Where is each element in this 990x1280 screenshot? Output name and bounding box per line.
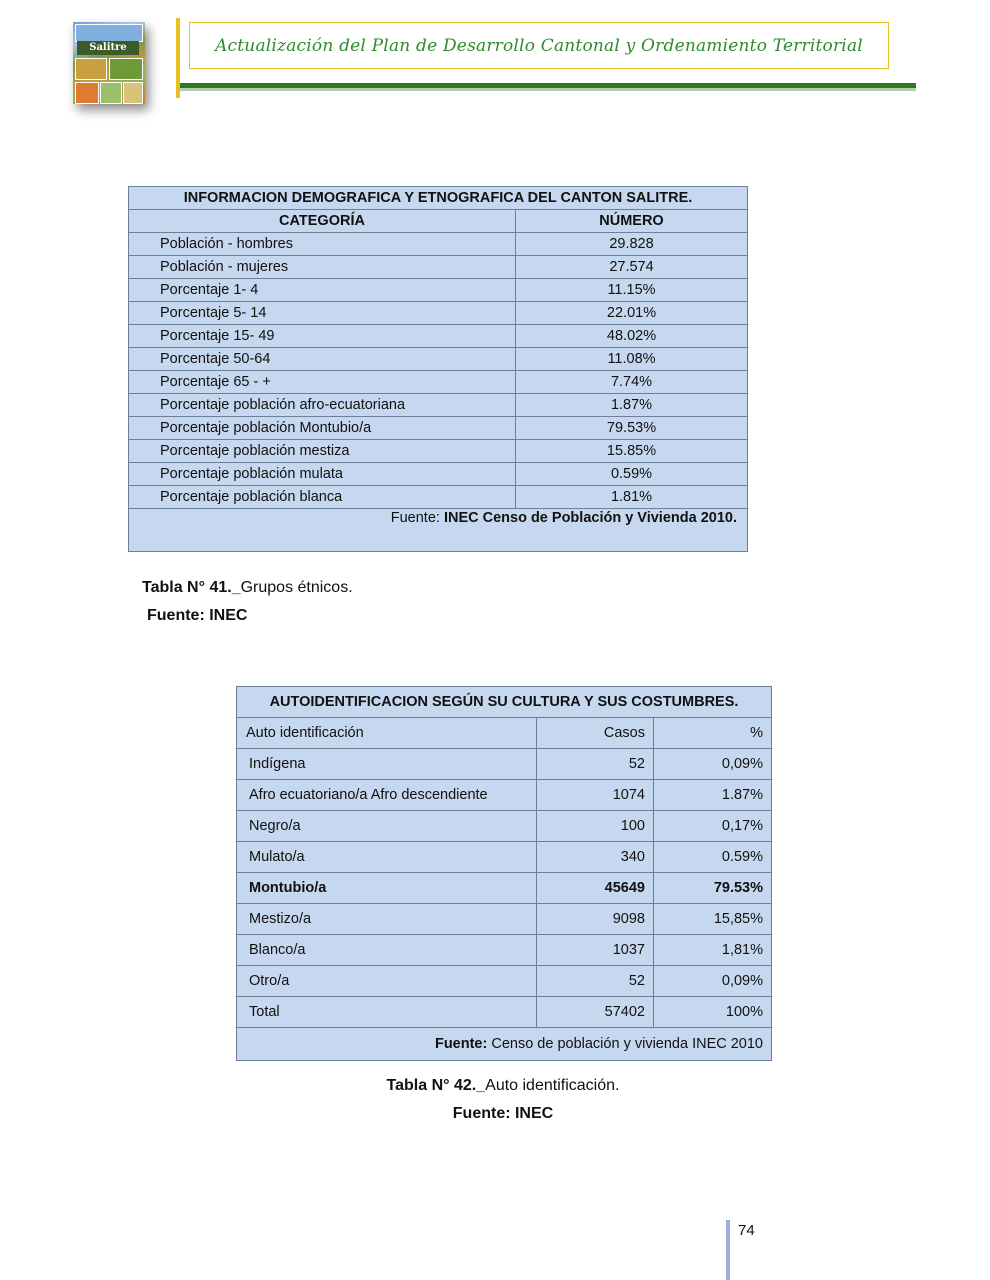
page-number: 74 — [738, 1222, 755, 1239]
table-row — [129, 394, 748, 417]
table-title: INFORMACION DEMOGRAFICA Y ETNOGRAFICA DEL CANTON SALITRE. — [129, 187, 748, 210]
row-category: Porcentaje 65 - + — [129, 371, 516, 394]
table-row — [237, 873, 772, 904]
logo-photo-tile — [75, 58, 107, 80]
row-value: 1.81% — [516, 486, 748, 509]
logo-photo-tile — [123, 82, 143, 104]
header-title: Actualización del Plan de Desarrollo Cantonal y Ordenamiento Territorial — [189, 22, 889, 69]
column-header-number: NÚMERO — [516, 210, 748, 233]
caption-source: Fuente: INEC — [147, 607, 248, 624]
row-percent: 100% — [654, 997, 772, 1028]
row-cases: 1037 — [537, 935, 654, 966]
row-cases: 45649 — [537, 873, 654, 904]
row-cases: 100 — [537, 811, 654, 842]
row-percent: 0,09% — [654, 749, 772, 780]
row-category: Población - hombres — [129, 233, 516, 256]
row-value: 22.01% — [516, 302, 748, 325]
column-header-identification: Auto identificación — [237, 718, 537, 749]
table-row — [129, 486, 748, 509]
row-percent: 0,09% — [654, 966, 772, 997]
caption-text: Grupos étnicos. — [240, 579, 353, 596]
row-identification: Afro ecuatoriano/a Afro descendiente — [237, 780, 537, 811]
logo-label: Salitre — [77, 41, 139, 55]
caption-source: Fuente: INEC — [452, 1105, 554, 1122]
row-identification: Otro/a — [237, 966, 537, 997]
logo-photo-tile — [75, 82, 99, 104]
row-identification: Negro/a — [237, 811, 537, 842]
row-category: Porcentaje población Montubio/a — [129, 417, 516, 440]
table-row — [129, 325, 748, 348]
table-row — [237, 811, 772, 842]
row-cases: 52 — [537, 966, 654, 997]
table-row — [237, 966, 772, 997]
table-row — [237, 935, 772, 966]
row-value: 0.59% — [516, 463, 748, 486]
page-number-bar — [726, 1220, 730, 1280]
row-category: Porcentaje 5- 14 — [129, 302, 516, 325]
table-caption — [0, 1077, 990, 1095]
row-value: 27.574 — [516, 256, 748, 279]
logo-photo-tile — [100, 82, 122, 104]
row-cases: 52 — [537, 749, 654, 780]
row-category: Porcentaje población mulata — [129, 463, 516, 486]
column-header-category: CATEGORÍA — [129, 210, 516, 233]
table-row — [129, 463, 748, 486]
salitre-logo — [73, 22, 145, 104]
logo-photo-tile — [109, 58, 143, 80]
table-row — [237, 997, 772, 1028]
self-identification-table — [236, 686, 772, 1061]
table-row — [237, 842, 772, 873]
demographic-table — [128, 186, 748, 552]
table-row — [237, 904, 772, 935]
table-row — [129, 371, 748, 394]
row-percent: 79.53% — [654, 873, 772, 904]
row-category: Porcentaje 50-64 — [129, 348, 516, 371]
row-percent: 1,81% — [654, 935, 772, 966]
row-value: 48.02% — [516, 325, 748, 348]
row-identification: Mestizo/a — [237, 904, 537, 935]
row-identification: Blanco/a — [237, 935, 537, 966]
row-percent: 1.87% — [654, 780, 772, 811]
row-cases: 57402 — [537, 997, 654, 1028]
row-cases: 1074 — [537, 780, 654, 811]
source-bold: Fuente: — [434, 1036, 488, 1052]
logo-photo-tile — [75, 24, 143, 42]
row-identification: Montubio/a — [237, 873, 537, 904]
table-row — [129, 302, 748, 325]
row-value: 15.85% — [516, 440, 748, 463]
table-row — [129, 256, 748, 279]
row-value: 1.87% — [516, 394, 748, 417]
table-row — [129, 440, 748, 463]
row-category: Porcentaje 1- 4 — [129, 279, 516, 302]
row-value: 11.08% — [516, 348, 748, 371]
row-cases: 9098 — [537, 904, 654, 935]
header-rule-shadow — [180, 88, 916, 91]
table-source — [129, 509, 748, 552]
caption-text: Auto identificación. — [485, 1077, 620, 1094]
table-source — [237, 1028, 772, 1061]
row-identification: Indígena — [237, 749, 537, 780]
row-identification: Mulato/a — [237, 842, 537, 873]
caption-label: Tabla N° 42._ — [386, 1077, 486, 1094]
row-category: Porcentaje 15- 49 — [129, 325, 516, 348]
source-prefix: Fuente: — [390, 510, 444, 526]
row-category: Población - mujeres — [129, 256, 516, 279]
row-value: 29.828 — [516, 233, 748, 256]
table-row — [129, 233, 748, 256]
row-value: 79.53% — [516, 417, 748, 440]
row-percent: 0,17% — [654, 811, 772, 842]
source-bold: INEC Censo de Población y Vivienda 2010. — [443, 510, 737, 526]
row-cases: 340 — [537, 842, 654, 873]
source-text: Censo de población y vivienda INEC 2010 — [487, 1036, 763, 1052]
row-value: 7.74% — [516, 371, 748, 394]
table-row — [237, 780, 772, 811]
row-percent: 15,85% — [654, 904, 772, 935]
row-category: Porcentaje población afro-ecuatoriana — [129, 394, 516, 417]
caption-label: Tabla N° 41._ — [142, 579, 241, 596]
table-row — [129, 417, 748, 440]
column-header-cases: Casos — [537, 718, 654, 749]
row-value: 11.15% — [516, 279, 748, 302]
table-row — [129, 279, 748, 302]
table-title: AUTOIDENTIFICACION SEGÚN SU CULTURA Y SUS COSTUMBRES. — [237, 687, 772, 718]
table-row — [237, 749, 772, 780]
column-header-percent: % — [654, 718, 772, 749]
row-category: Porcentaje población mestiza — [129, 440, 516, 463]
table-caption — [142, 579, 353, 597]
table-row — [129, 348, 748, 371]
row-percent: 0.59% — [654, 842, 772, 873]
row-category: Porcentaje población blanca — [129, 486, 516, 509]
row-identification: Total — [237, 997, 537, 1028]
